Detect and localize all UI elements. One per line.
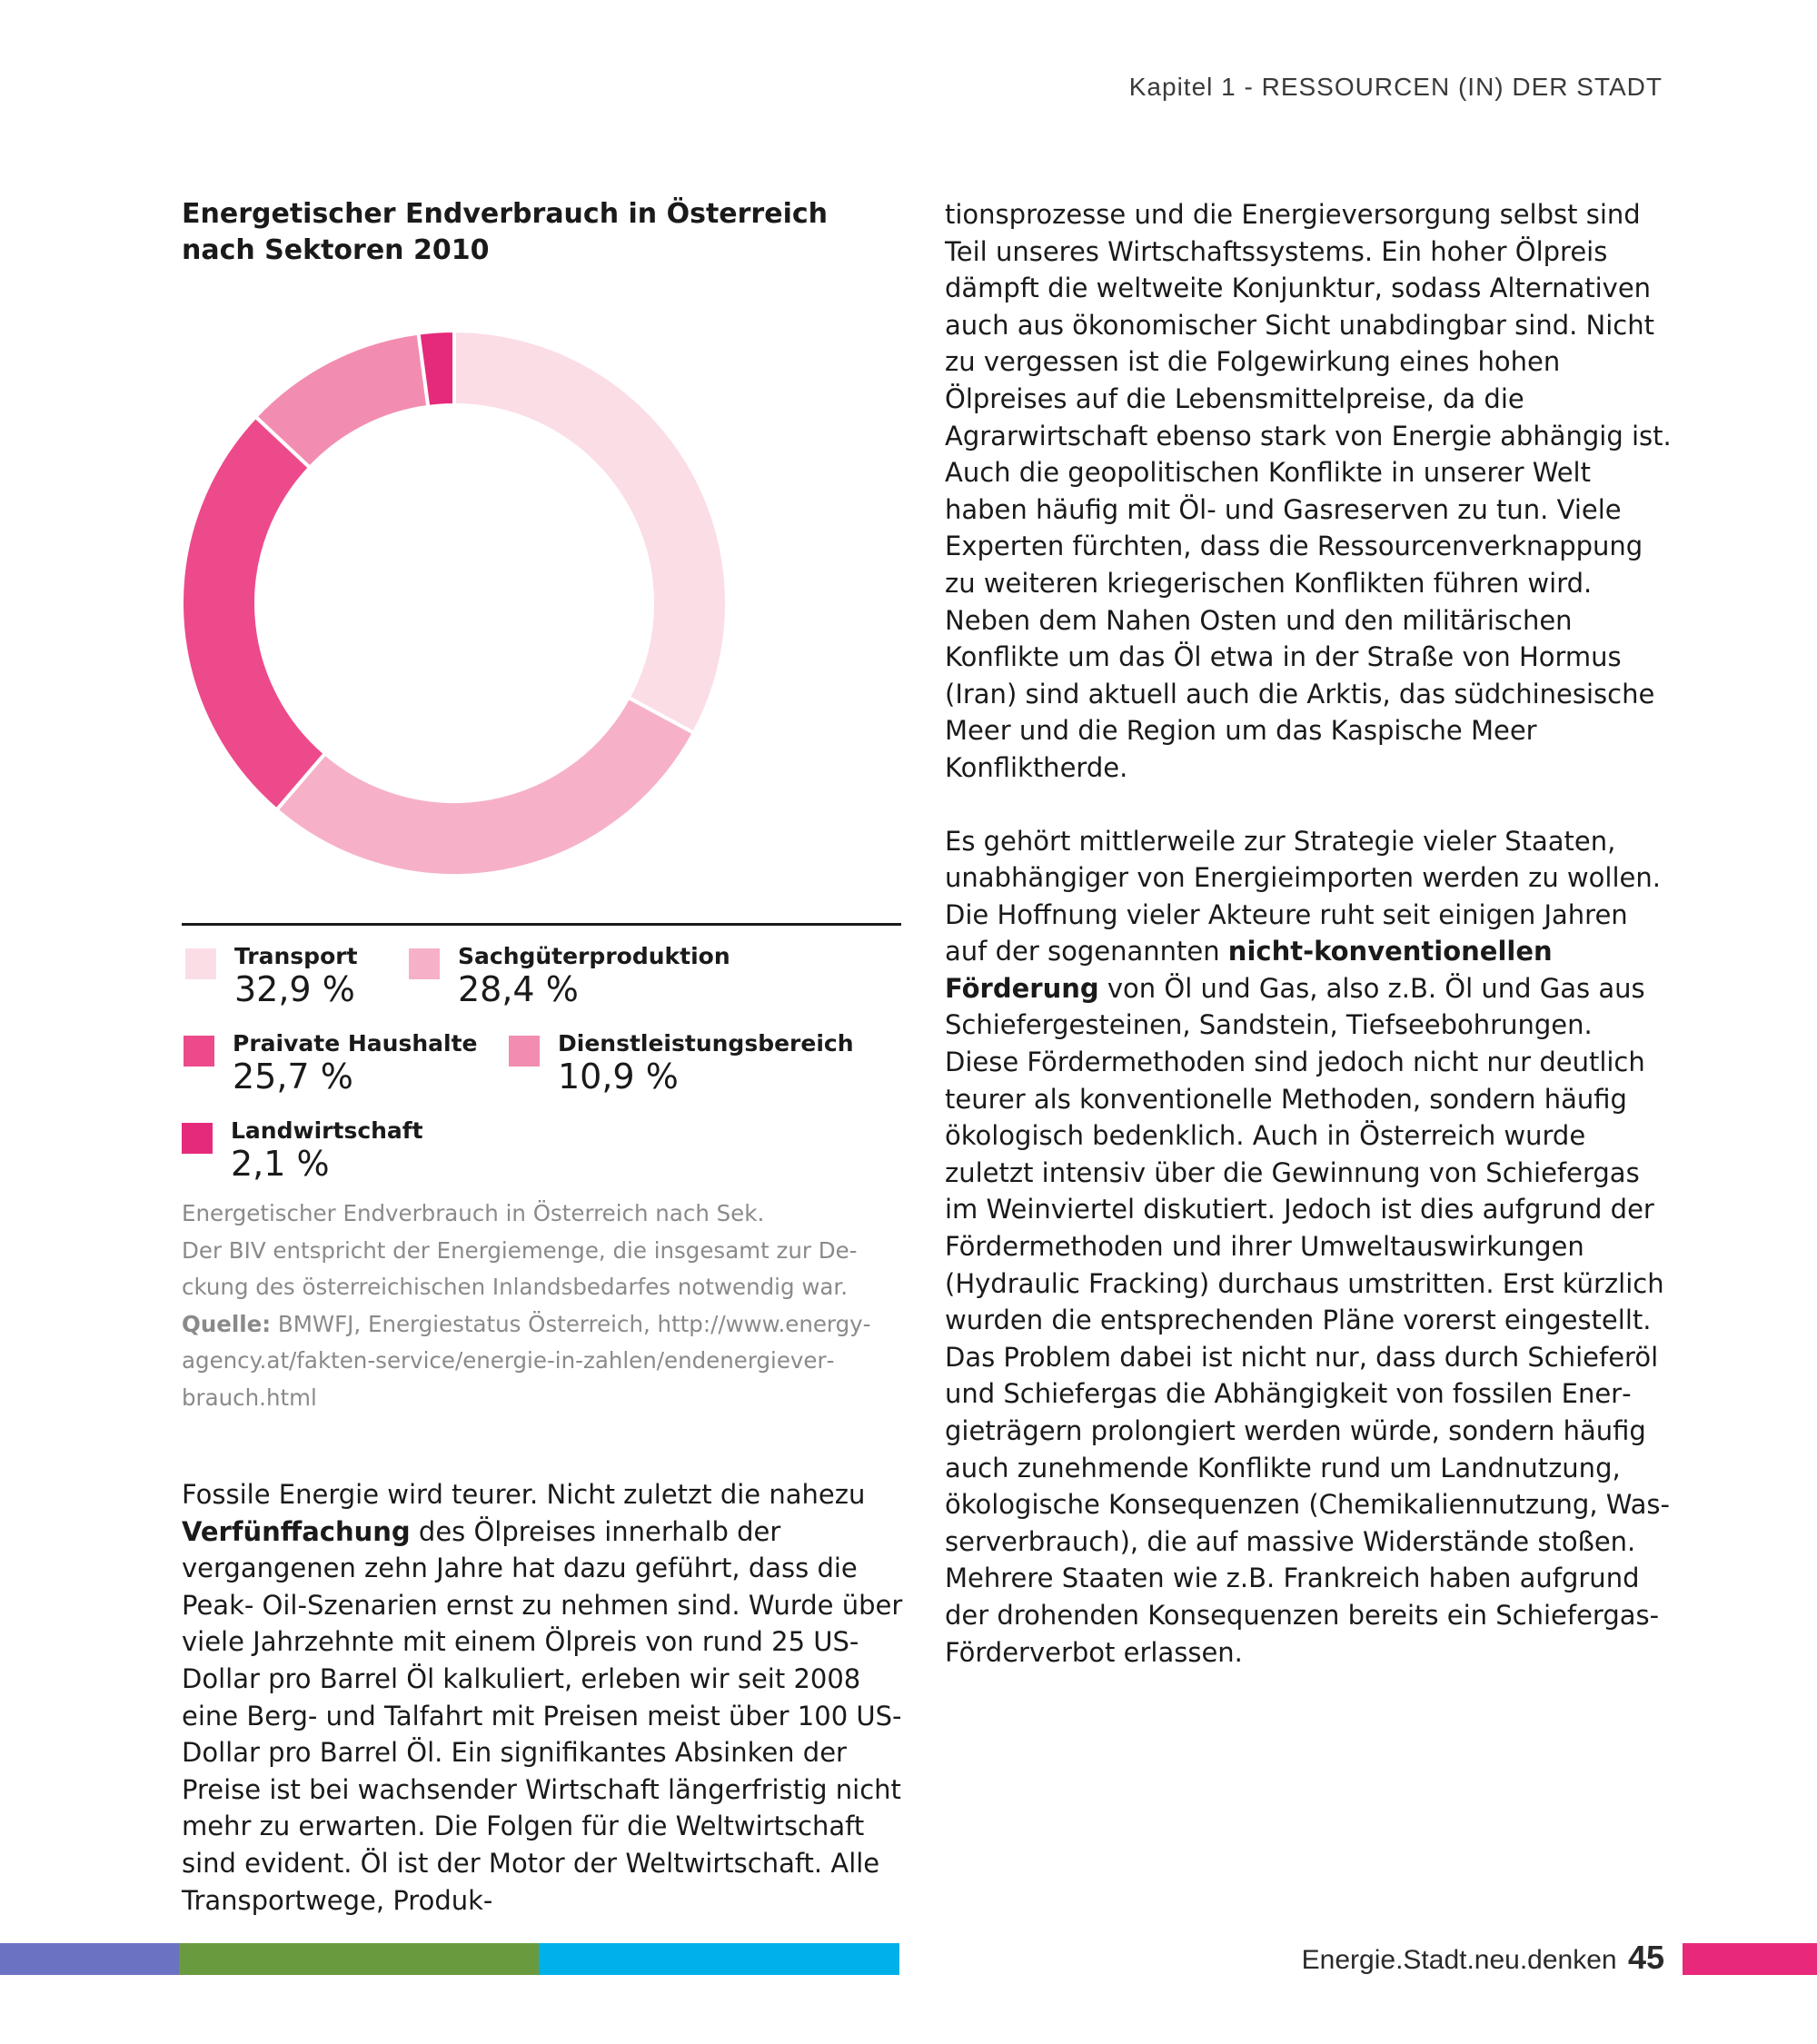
- paragraph-text: Es gehört mittlerweile zur Strategie vieler Staaten, unabhängiger von Energieimporten werden zu wollen. Die Hoffnung vieler Akteure ruht seit einigen Jahren auf der sogenannten: [945, 825, 1661, 967]
- donut-slice-sachg-terproduktion: [276, 698, 693, 876]
- legend-label: Praivate Haushalte: [233, 1030, 478, 1057]
- body-paragraph: [945, 823, 1672, 1672]
- legend-swatch-sachgueterproduktion: [409, 948, 440, 979]
- chart-caption: [182, 1196, 890, 1416]
- caption-line: Energetischer Endverbrauch in Österreich nach Sek.: [182, 1200, 765, 1226]
- legend-swatch-private-haushalte: [184, 1036, 214, 1067]
- legend-label: Sachgüterproduktion: [458, 943, 730, 969]
- paragraph-text: von Öl und Gas, also z.B. Öl und Gas aus Schiefergesteinen, Sandstein, Tiefseebohrungen. Diese Fördermethoden sind jedoch nicht nur deutlich teurer als konventionelle Methoden, sondern häufig ökologisch bedenklich. Auch in Österreich wurde zuletzt intensiv über die Gewinnung von Schiefergas im Weinviertel diskutiert. Jedoch ist dies aufgrund der Fördermethoden und ihrer Umweltauswirkungen (Hydraulic Fracking) durchaus umstritten. Erst kürzlich wurden die entsprechenden Pläne vorerst eingestellt. Das Problem dabei ist nicht nur, dass durch Schieferöl und Schiefergas die Abhängigkeit von fossilen Energieträgern prolongiert werden würde, sondern häufig auch zunehmende Konflikte rund um Landnutzung, ökologische Konsequenzen (Chemikaliennutzung, Wasserverbrauch), die auf massive Widerstände stoßen. Mehrere Staaten wie z.B. Frankreich haben aufgrund der drohenden Konsequenzen bereits ein Schiefergas-Förderverbot erlassen.: [945, 972, 1670, 1668]
- legend-divider: [182, 923, 901, 926]
- source-label: Quelle:: [182, 1310, 272, 1337]
- footer-bar-pink: [1683, 1943, 1817, 1975]
- donut-slices: [182, 331, 727, 876]
- chart-title: Energetischer Endverbrauch in Österreich nach Sektoren 2010: [182, 198, 828, 266]
- emphasis-text: Verfünffachung: [182, 1515, 411, 1547]
- legend-swatch-dienstleistungsbereich: [509, 1036, 540, 1067]
- footer-bar-cyan: [539, 1943, 899, 1975]
- legend-label: Dienstleistungsbereich: [558, 1030, 854, 1057]
- paragraph-text: Fossile Energie wird teurer. Nicht zuletzt die nahezu: [182, 1479, 866, 1510]
- right-column: [945, 196, 1672, 1671]
- paragraph-text: des Ölpreises innerhalb der vergangenen zehn Jahre hat dazu geführt, dass die Peak- Oil-Szenarien ernst zu nehmen sind. Wurde über viele Jahrzehnte mit einem Ölpreis von rund 25 US-Dollar pro Barrel Öl kalkuliert, erleben wir seit 2008 eine Berg- und Talfahrt mit Preisen meist über 100 US-Dollar pro Barrel Öl. Ein signifikantes Absinken der Preise ist bei wachsender Wirtschaft längerfristig nicht mehr zu erwarten. Die Folgen für die Weltwirtschaft sind evident. Öl ist der Motor der Weltwirtschaft. Alle Transportwege, Produk-: [182, 1515, 903, 1916]
- chapter-header: Kapitel 1 - RESSOURCEN (IN) DER STADT: [1128, 73, 1663, 101]
- legend-swatch-landwirtschaft: [182, 1123, 213, 1154]
- legend-label: Transport: [234, 943, 358, 969]
- footer-bar-blue: [0, 1943, 179, 1975]
- page-number: 45: [1627, 1939, 1664, 1976]
- body-paragraph: tionsprozesse und die Energieversorgung selbst sind Teil unseres Wirtschaftssystems. Ein hoher Ölpreis dämpft die weltweite Konjunktur, sodass Alternativen auch aus ökonomischer Sicht unabdingbar sind. Nicht zu vergessen ist die Folgewirkung eines hohen Ölpreises auf die Lebensmittelpreise, da die Agrarwirtschaft ebenso stark von Energie abhängig ist. Auch die geopolitischen Konflikte in unserer Welt haben häufig mit Öl- und Gasreserven zu tun. Viele Experten fürchten, dass die Ressourcenverknappung zu weiteren kriegerischen Konflikten führen wird. Neben dem Nahen Osten und den militärischen Konflikte um das Öl etwa in der Straße von Hormus (Iran) sind aktuell auch die Arktis, das südchinesische Meer und die Region um das Kaspische Meer Konfliktherde.: [945, 199, 1672, 783]
- donut-chart: [182, 331, 727, 876]
- legend-swatch-transport: [185, 948, 216, 979]
- emphasis-text: nicht-konventionellen Förderung: [945, 936, 1553, 1004]
- left-column: [182, 196, 908, 1916]
- caption-source: [182, 1306, 890, 1417]
- legend-value: 28,4 %: [458, 969, 579, 1009]
- source-text: BMWFJ, Energiestatus Österreich, http://www.energyagency.at/fakten-service/energie-in-zahlen/endenergieverbrauch.html: [182, 1310, 871, 1411]
- legend-value: 32,9 %: [234, 969, 355, 1009]
- footer-bar-green: [179, 1943, 539, 1975]
- legend-value: 25,7 %: [233, 1057, 353, 1096]
- caption-description: Der BIV entspricht der Energiemenge, die insgesamt zur Deckung des österreichischen Inlandsbedarfes notwendig war.: [182, 1236, 858, 1300]
- donut-slice-transport: [454, 331, 727, 733]
- body-paragraph-left: [182, 1476, 908, 1919]
- legend-label: Landwirtschaft: [231, 1117, 423, 1144]
- donut-slice-praivate-haushalte: [182, 417, 325, 810]
- footer-title: Energie.Stadt.neu.denken: [1301, 1945, 1617, 1975]
- body-text-right: [945, 196, 1672, 1671]
- legend-value: 10,9 %: [558, 1057, 679, 1096]
- legend-value: 2,1 %: [231, 1144, 330, 1184]
- footer: [1302, 1939, 1664, 1977]
